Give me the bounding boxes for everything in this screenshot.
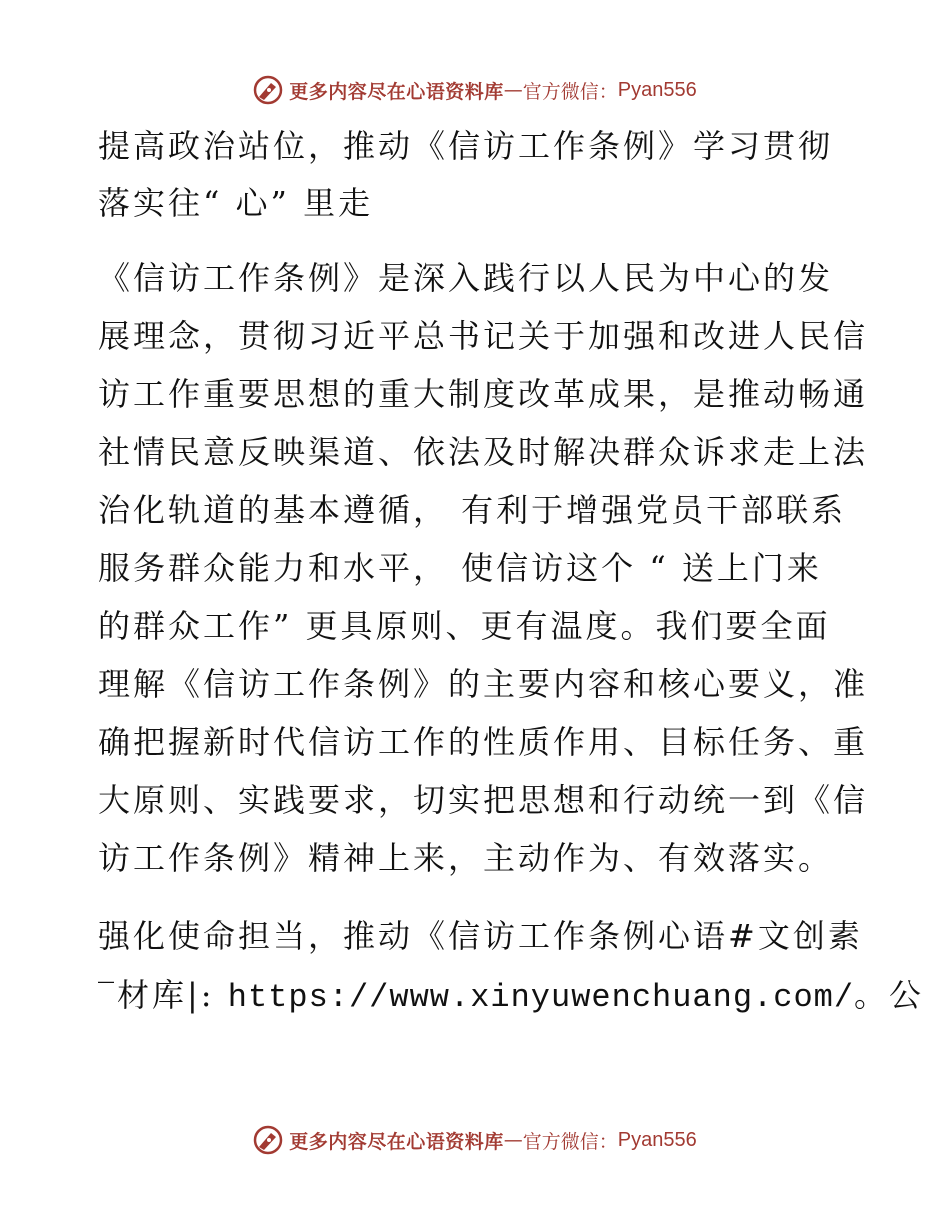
paragraph-line: 确把握新时代信访工作的性质作用、目标任务、重	[98, 723, 869, 761]
paragraph-line: 理解《信访工作条例》的主要内容和核心要义，准	[98, 665, 869, 703]
paragraph-line: 展理念，贯彻习近平总书记关于加强和改进人民信	[98, 317, 869, 355]
paragraph-line: 社情民意反映渠道、依法及时解决群众诉求走上法	[98, 433, 869, 471]
banner-wechat-label: 官方微信：	[522, 1130, 618, 1153]
paragraph-line: 服务群众能力和水平， 使信访这个 “ 送上门来	[98, 549, 822, 587]
source-prefix: ‾材库|:	[98, 976, 228, 1014]
paragraph-line: 访工作重要思想的重大制度改革成果，是推动畅通	[98, 375, 869, 413]
source-suffix: 。公	[854, 976, 925, 1014]
header-watermark-banner	[0, 70, 950, 110]
banner-wechat-label: 官方微信：	[522, 80, 618, 103]
footer-watermark-banner	[0, 1120, 950, 1160]
banner-dash: —	[503, 1129, 523, 1151]
heading-2-line: 强化使命担当，推动《信访工作条例心语#文创素	[98, 917, 863, 955]
pen-nib-logo-icon	[253, 75, 283, 105]
banner-wechat-id: Pyan556	[617, 78, 697, 101]
paragraph-line: 治化轨道的基本遵循， 有利于增强党员干部联系	[98, 491, 847, 529]
heading-line-1: 提高政治站位，推动《信访工作条例》学习贯彻	[98, 127, 834, 165]
paragraph-line: 大原则、实践要求，切实把思想和行动统一到《信	[98, 781, 869, 819]
source-line	[98, 975, 924, 1018]
paragraph-line: 访工作条例》精神上来，主动作为、有效落实。	[98, 839, 834, 877]
paragraph-line: 《信访工作条例》是深入践行以人民为中心的发	[98, 259, 834, 297]
source-url-link[interactable]: https://www.xinyuwenchuang.com/	[227, 979, 855, 1016]
paragraph-line: 的群众工作” 更具原则、更有温度。我们要全面	[98, 607, 831, 645]
heading-line-2: 落实往“ 心” 里走	[98, 184, 374, 222]
banner-site-text: 更多内容尽在心语资料库	[289, 80, 504, 103]
banner-wechat-id: Pyan556	[617, 1128, 697, 1151]
banner-site-text: 更多内容尽在心语资料库	[289, 1130, 504, 1153]
pen-nib-logo-icon	[253, 1125, 283, 1155]
banner-dash: —	[503, 79, 523, 101]
